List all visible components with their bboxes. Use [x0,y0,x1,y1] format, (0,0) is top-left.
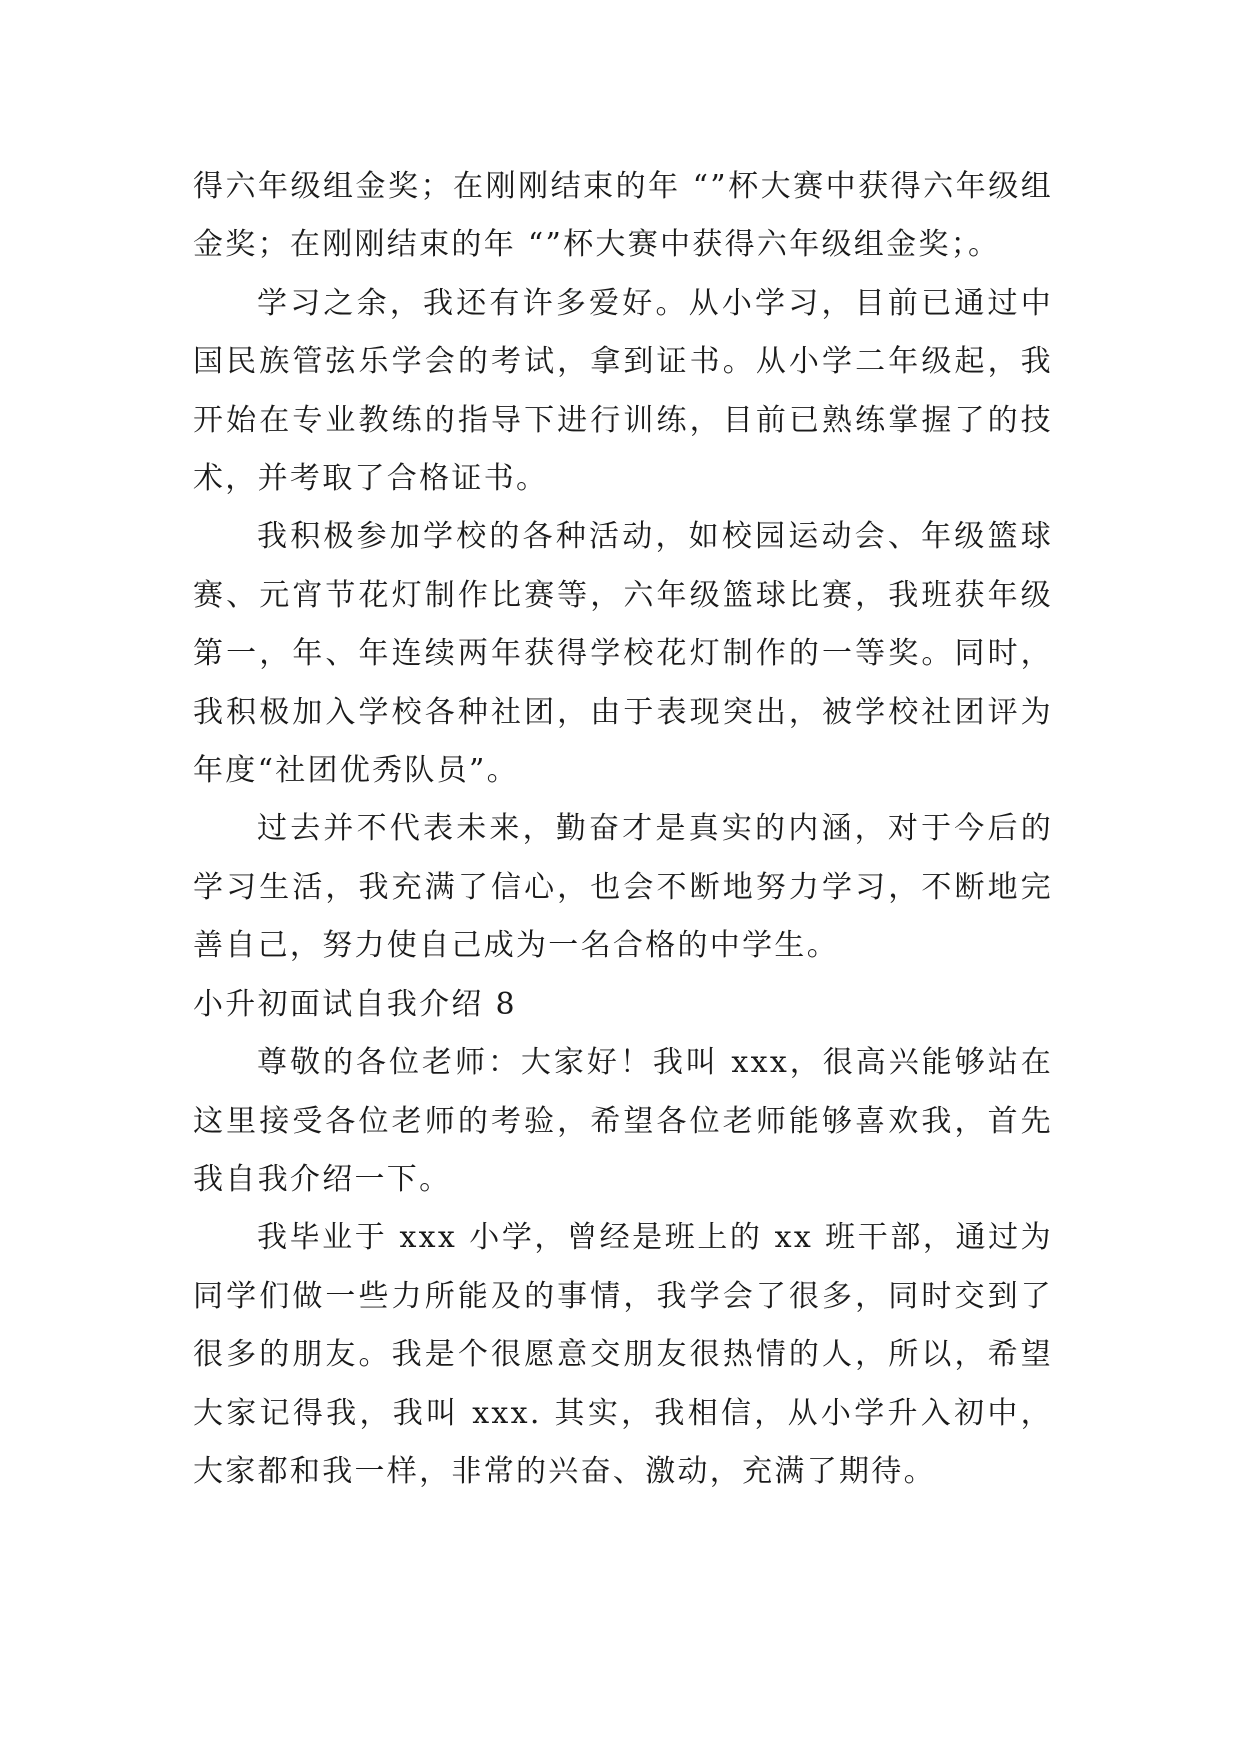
paragraph-activities: 我积极参加学校的各种活动，如校园运动会、年级篮球赛、元宵节花灯制作比赛等，六年级篮球比赛，我班获年级第一，年、年连续两年获得学校花灯制作的一等奖。同时，我积极加入学校各种社团，由于表现突出，被学校社团评为年度“社团优秀队员”。 [193,519,1053,789]
section-heading: 小升初面试自我介绍 8 [193,986,517,1022]
paragraph-future: 过去并不代表未来，勤奋才是真实的内涵，对于今后的学习生活，我充满了信心，也会不断地努力学习，不断地完善自己，努力使自己成为一名合格的中学生。 [193,811,1053,964]
document-page [193,158,1053,1501]
paragraph-background: 我毕业于 xxx 小学，曾经是班上的 xx 班干部，通过为同学们做一些力所能及的事情，我学会了很多，同时交到了很多的朋友。我是个很愿意交朋友很热情的人，所以，希望大家记得我，我叫 xxx. 其实，我相信，从小学升入初中，大家都和我一样，非常的兴奋、激动，充满了期待。 [193,1220,1053,1489]
paragraph-continuation: 得六年级组金奖；在刚刚结束的年 “”杯大赛中获得六年级组金奖；在刚刚结束的年 “”杯大赛中获得六年级组金奖；。 [193,169,1053,263]
paragraph-hobbies: 学习之余，我还有许多爱好。从小学习，目前已通过中国民族管弦乐学会的考试，拿到证书。从小学二年级起，我开始在专业教练的指导下进行训练，目前已熟练掌握了的技术，并考取了合格证书。 [193,285,1053,497]
paragraph-greeting: 尊敬的各位老师：大家好！我叫 xxx，很高兴能够站在这里接受各位老师的考验，希望各位老师能够喜欢我，首先我自我介绍一下。 [193,1045,1053,1197]
